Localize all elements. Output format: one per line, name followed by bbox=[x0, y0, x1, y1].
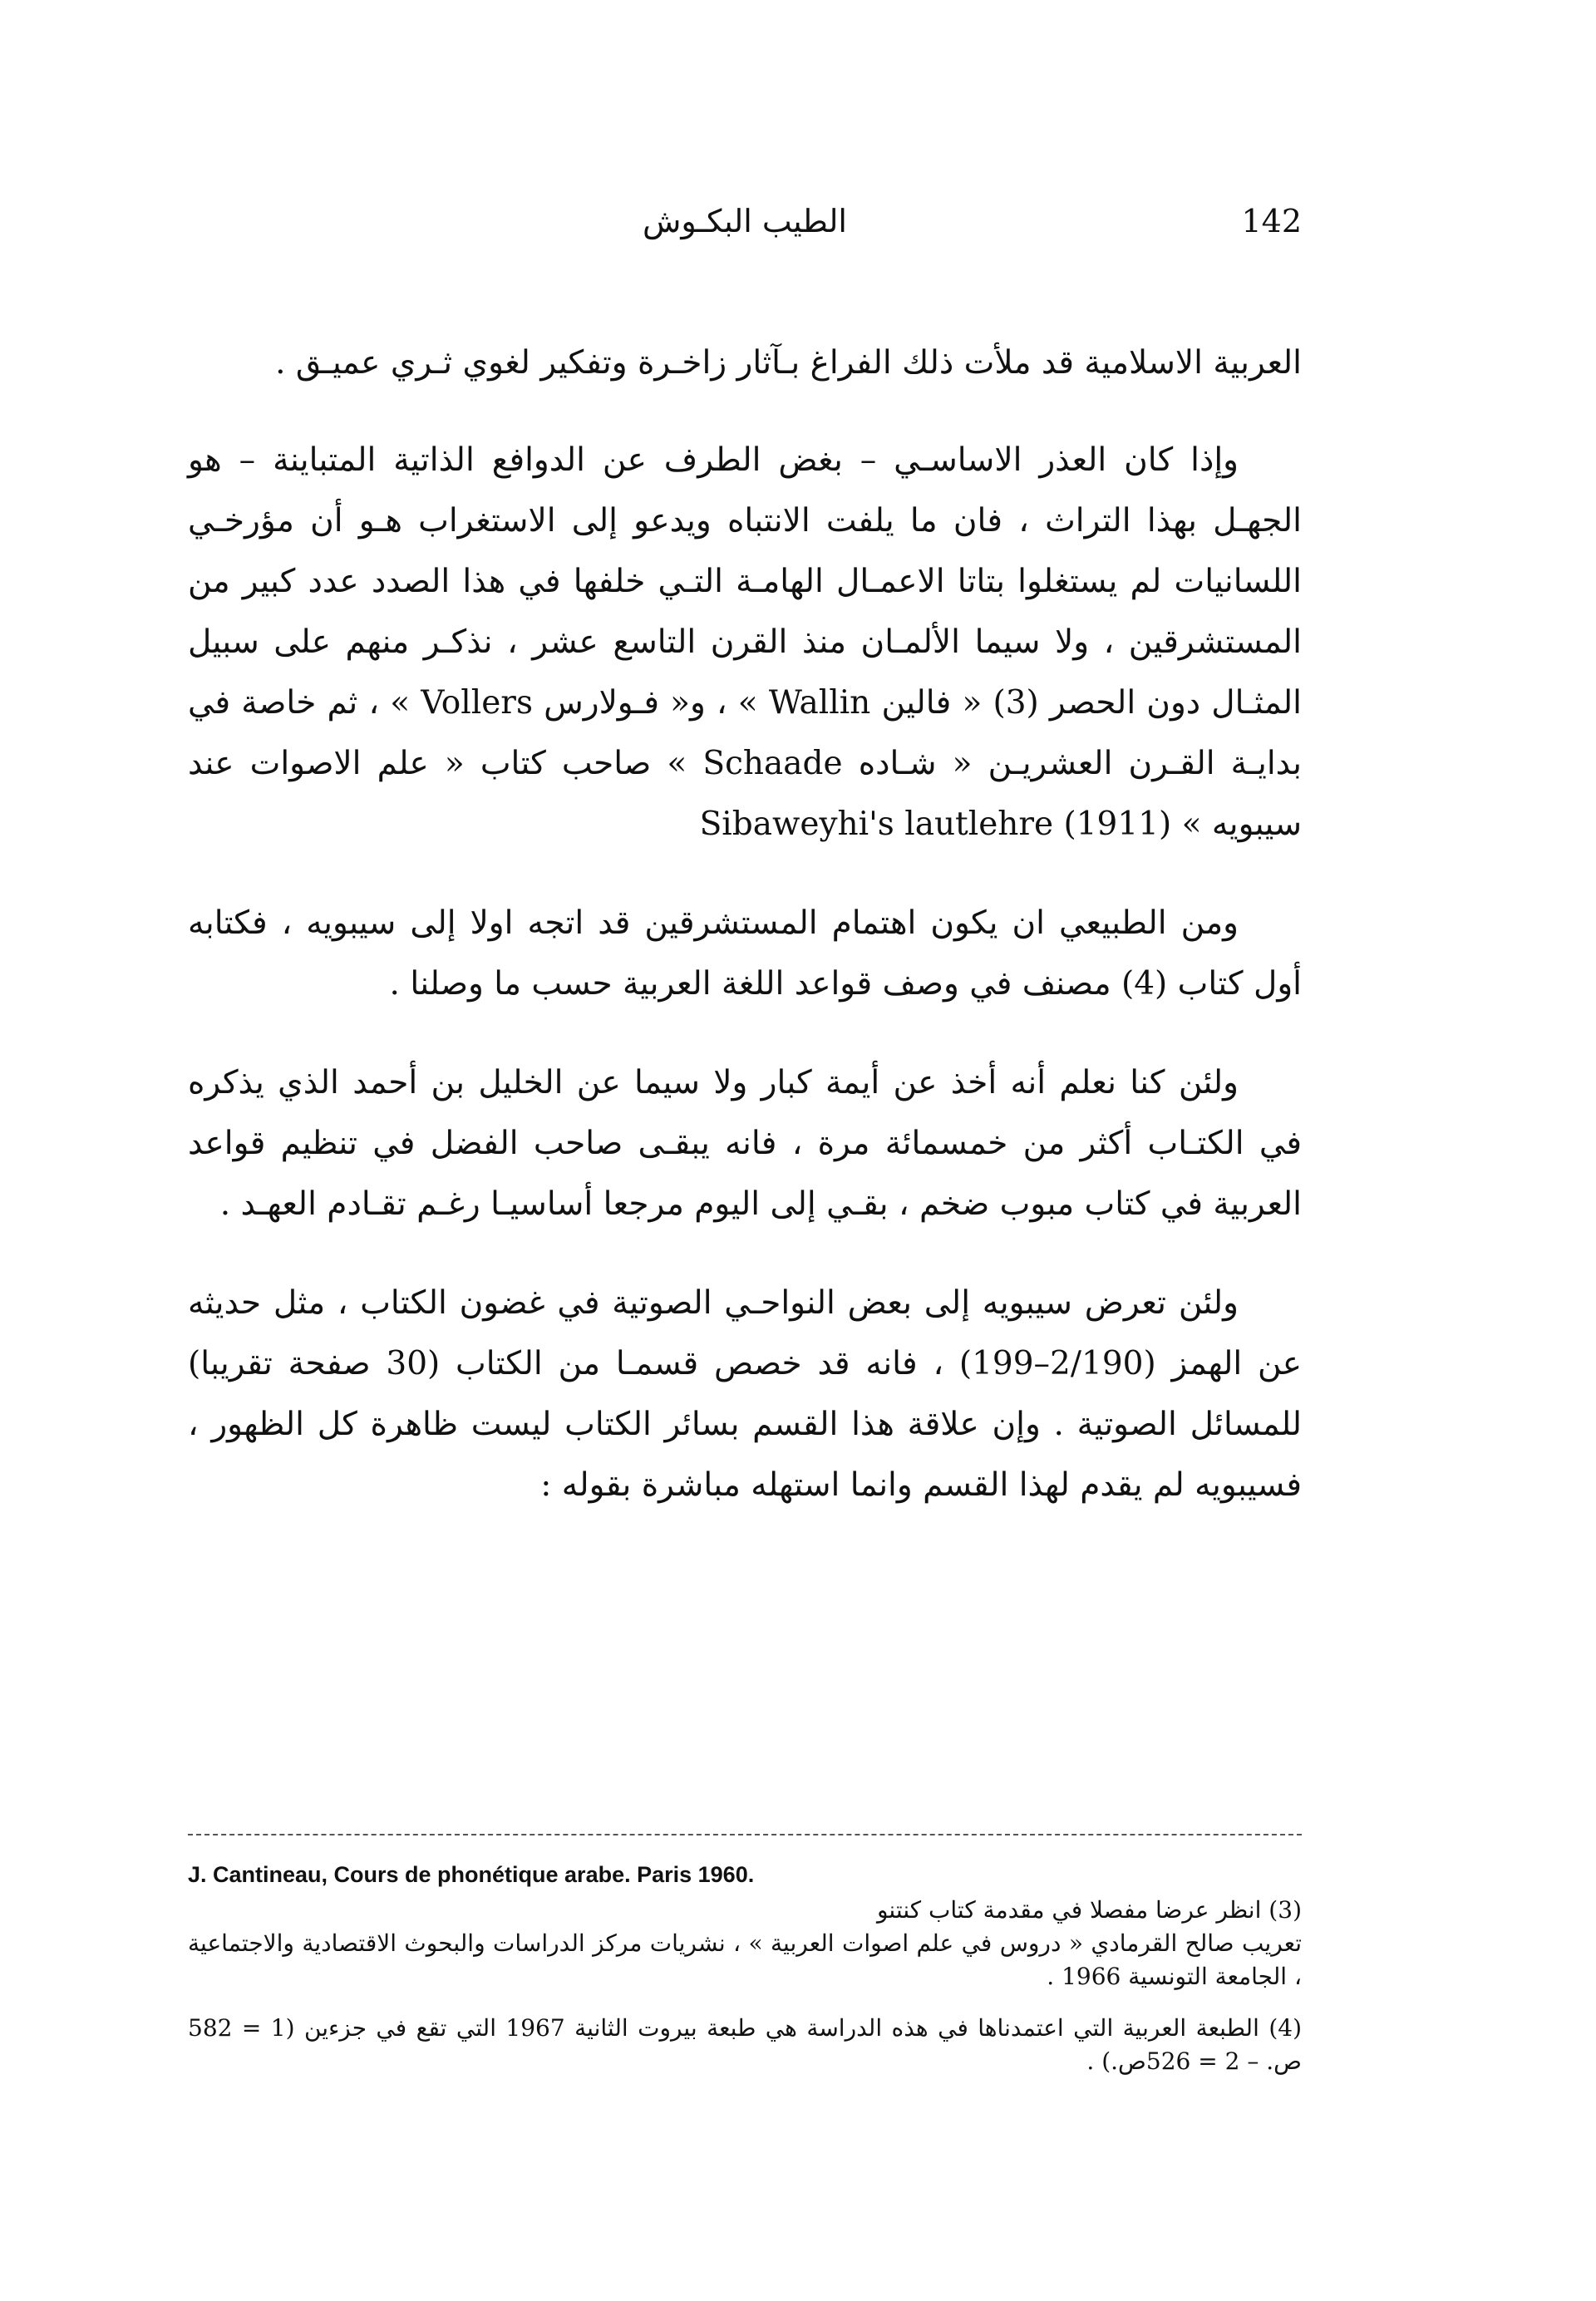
footnote-divider bbox=[188, 1834, 1302, 1835]
footnote-3-number: (3) bbox=[1268, 1896, 1302, 1924]
footnote-3-continuation: تعريب صالح القرمادي « دروس في علم اصوات العربية » ، نشريات مركز الدراسات والبحوث الاقتصادية والاجتماعية ، الجامعة التونسية 1966 . bbox=[188, 1929, 1302, 1990]
footnotes bbox=[188, 1859, 1302, 2175]
running-title: الطيب البكـوش bbox=[643, 203, 847, 239]
main-text bbox=[188, 333, 1302, 1796]
footnote-3-reference: J. Cantineau, Cours de phonétique arabe. Paris 1960. bbox=[188, 1862, 755, 1887]
paragraph-2: وإذا كان العذر الاساسـي – بغض الطرف عن الدوافع الذاتية المتباينة – هو الجهـل بهذا التراث ، فان ما يلفت الانتباه ويدعو إلى الاستغراب هـو أن مؤرخـي اللسانيات لم يستغلوا بتاتا الاعمـال الهامـة التـي خلفها في هذا الصدد عدد كبير من المستشرقين ، ولا سيما الألمـان منذ القرن التاسع عشر ، نذكـر منهم على سبيل المثـال دون الحصر (3) « فالين Wallin » ، و« فـولارس Vollers » ، ثم خاصة في بدايـة القـرن العشريـن « شـاده Schaade » صاحب كتاب « علم الاصوات عند سيبويه » Sibaweyhi's lautlehre (1911) bbox=[188, 441, 1303, 843]
footnote-3 bbox=[188, 1859, 1302, 1993]
page-header bbox=[188, 196, 1302, 246]
footnote-3-intro: انظر عرضا مفصلا في مقدمة كتاب كنتنو bbox=[876, 1896, 1262, 1924]
paragraph-1: العربية الاسلامية قد ملأت ذلك الفراغ بـآثار زاخـرة وتفكير لغوي ثـري عميـق . bbox=[275, 344, 1302, 382]
footnote-4-text: الطبعة العربية التي اعتمدناها في هذه الدراسة هي طبعة بيروت الثانية 1967 التي تقع في جزءين (1 = 582 ص. – 2 = 526ص.) . bbox=[188, 2014, 1302, 2075]
paragraph-5: ولئن تعرض سيبويه إلى بعض النواحـي الصوتية في غضون الكتاب ، مثل حديثه عن الهمز (2/190–199) ، فانه قد خصص قسمـا من الكتاب (30 صفحة تقريبا) للمسائل الصوتية . وإن علاقة هذا القسم بسائر الكتاب ليست ظاهرة كل الظهور ، فسيبويه لم يقدم لهذا القسم وانما استهله مباشرة بقوله : bbox=[188, 1284, 1303, 1504]
paragraph-4: ولئن كنا نعلم أنه أخذ عن أيمة كبار ولا سيما عن الخليل بن أحمد الذي يذكره في الكتـاب أكثر من خمسمائة مرة ، فانه يبقـى صاحب الفضل في تنظيم قواعد العربية في كتاب مبوب ضخم ، بقـي إلى اليوم مرجعا أساسيـا رغـم تقـادم العهـد . bbox=[188, 1064, 1302, 1223]
footnote-4-number: (4) bbox=[1268, 2014, 1303, 2042]
footnote-4 bbox=[188, 2012, 1302, 2078]
paragraph-3: ومن الطبيعي ان يكون اهتمام المستشرقين قد اتجه اولا إلى سيبويه ، فكتابه أول كتاب (4) مصنف في وصف قواعد اللغة العربية حسب ما وصلنا . bbox=[188, 904, 1302, 1003]
page-number: 142 bbox=[1241, 203, 1302, 239]
